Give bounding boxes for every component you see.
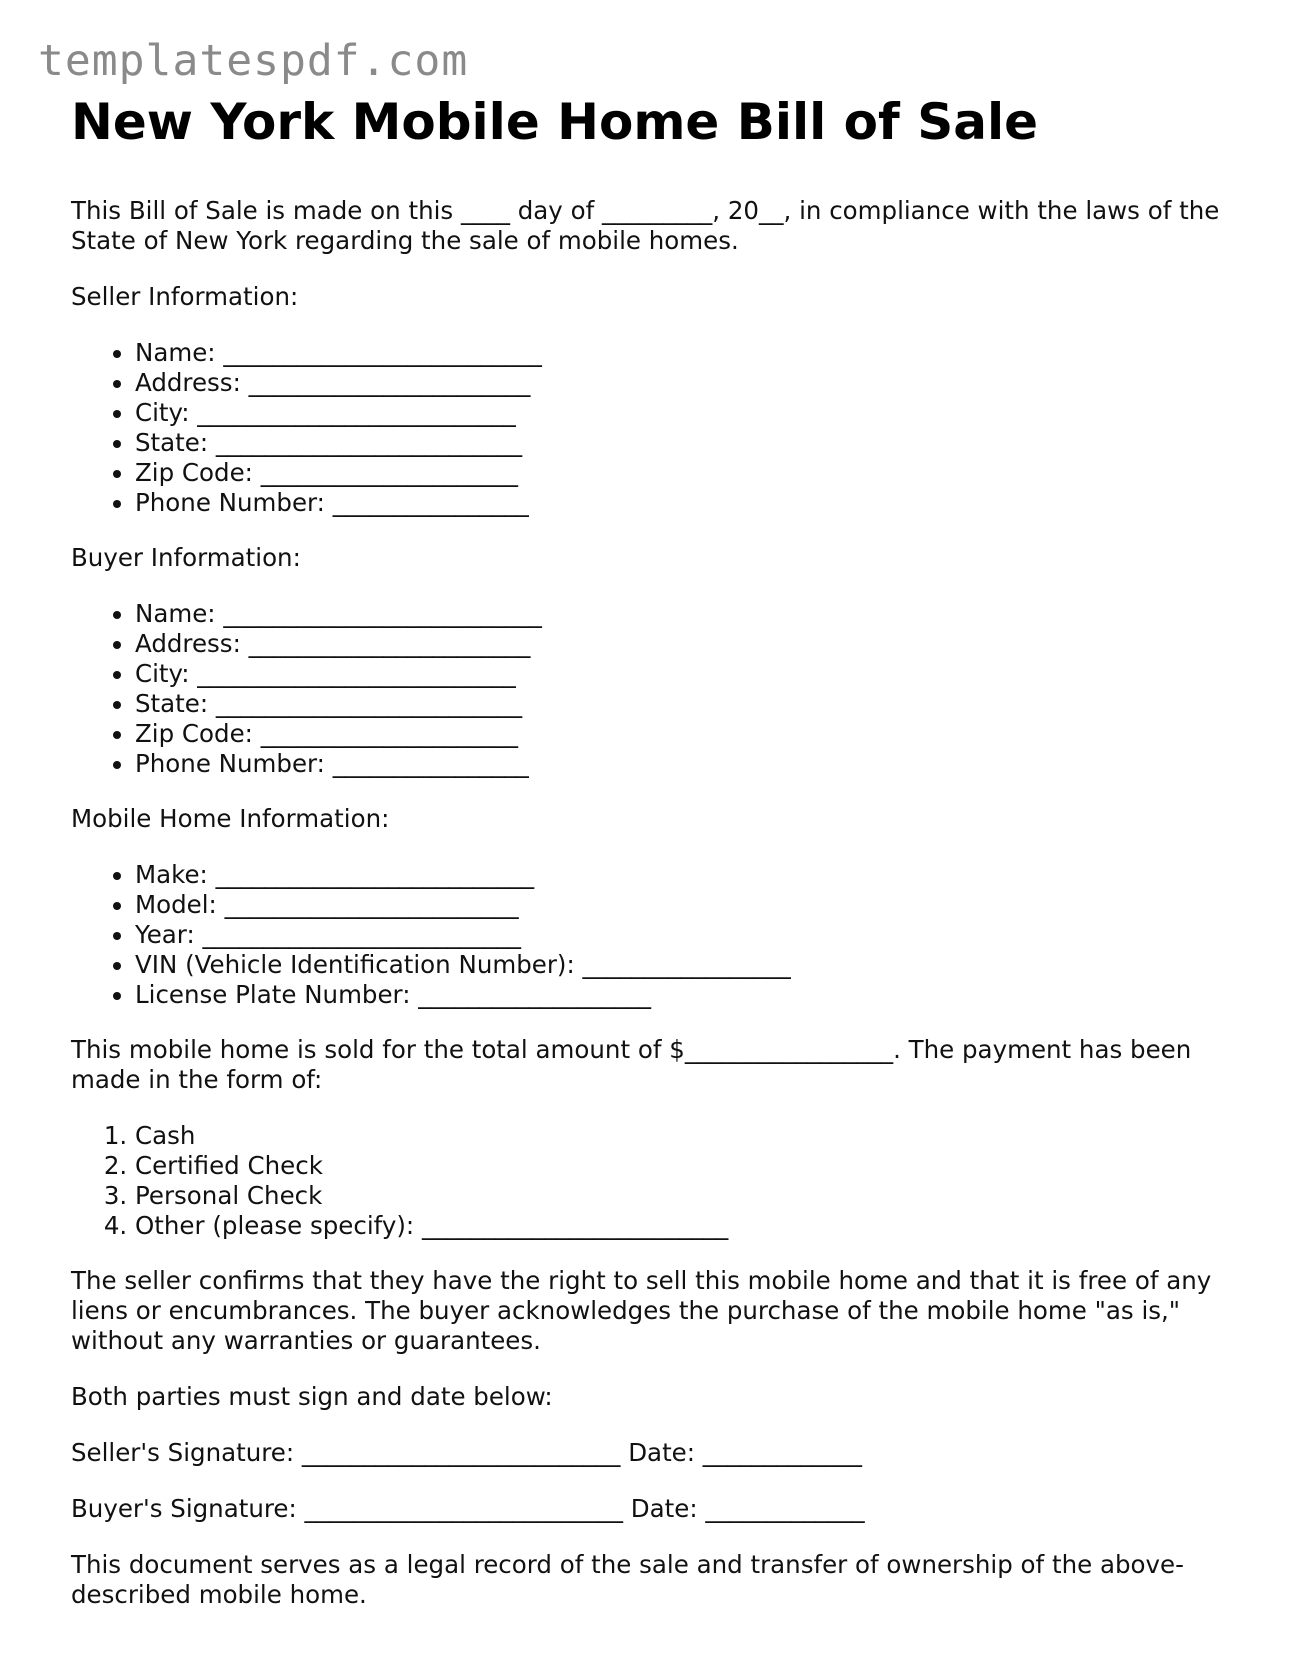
buyer-signature-line: Buyer's Signature: __________________________ Date: _____________ xyxy=(71,1494,865,1523)
closing-paragraph: This document serves as a legal record of the sale and transfer of ownership of the above-described mobile home. xyxy=(71,1550,1184,1609)
sign-instruction: Both parties must sign and date below: xyxy=(71,1382,553,1411)
buyer-name-field: • Name: __________________________ xyxy=(135,599,1221,629)
mobile-home-field-list xyxy=(71,860,1221,1010)
make-field: • Make: __________________________ xyxy=(135,860,1221,890)
document-title: New York Mobile Home Bill of Sale xyxy=(71,93,1038,151)
document-page xyxy=(71,90,1221,1610)
intro-paragraph: This Bill of Sale is made on this ____ day of _________, 20__, in compliance with the laws of the State of New York regarding the sale of mobile homes. xyxy=(71,196,1220,255)
mobile-home-heading: Mobile Home Information: xyxy=(71,804,390,833)
seller-address-field: • Address: _______________________ xyxy=(135,368,1221,398)
buyer-city-field: • City: __________________________ xyxy=(135,659,1221,689)
payment-option-cash: 1. Cash xyxy=(135,1121,1221,1151)
payment-option-certified-check: 2. Certified Check xyxy=(135,1151,1221,1181)
buyer-phone-field: • Phone Number: ________________ xyxy=(135,749,1221,779)
year-field: • Year: __________________________ xyxy=(135,920,1221,950)
watermark: templatespdf.com xyxy=(38,36,469,86)
seller-field-list xyxy=(71,338,1221,518)
license-plate-field: • License Plate Number: ___________________ xyxy=(135,980,1221,1010)
payment-paragraph: This mobile home is sold for the total amount of $_________________. The payment has been made in the form of: xyxy=(71,1035,1192,1094)
payment-options-list xyxy=(71,1121,1221,1241)
seller-zip-field: • Zip Code: _____________________ xyxy=(135,458,1221,488)
vin-field: • VIN (Vehicle Identification Number): _________________ xyxy=(135,950,1221,980)
seller-heading: Seller Information: xyxy=(71,282,299,311)
seller-signature-line: Seller's Signature: __________________________ Date: _____________ xyxy=(71,1438,863,1467)
buyer-field-list xyxy=(71,599,1221,779)
confirmation-paragraph: The seller confirms that they have the right to sell this mobile home and that it is free of any liens or encumbrances. The buyer acknowledges the purchase of the mobile home "as is," without any warranties or guarantees. xyxy=(71,1266,1212,1355)
buyer-zip-field: • Zip Code: _____________________ xyxy=(135,719,1221,749)
seller-state-field: • State: _________________________ xyxy=(135,428,1221,458)
seller-name-field: • Name: __________________________ xyxy=(135,338,1221,368)
payment-option-other: 4. Other (please specify): _________________________ xyxy=(135,1211,1221,1241)
model-field: • Model: ________________________ xyxy=(135,890,1221,920)
buyer-heading: Buyer Information: xyxy=(71,543,301,572)
buyer-state-field: • State: _________________________ xyxy=(135,689,1221,719)
buyer-address-field: • Address: _______________________ xyxy=(135,629,1221,659)
seller-city-field: • City: __________________________ xyxy=(135,398,1221,428)
payment-option-personal-check: 3. Personal Check xyxy=(135,1181,1221,1211)
seller-phone-field: • Phone Number: ________________ xyxy=(135,488,1221,518)
